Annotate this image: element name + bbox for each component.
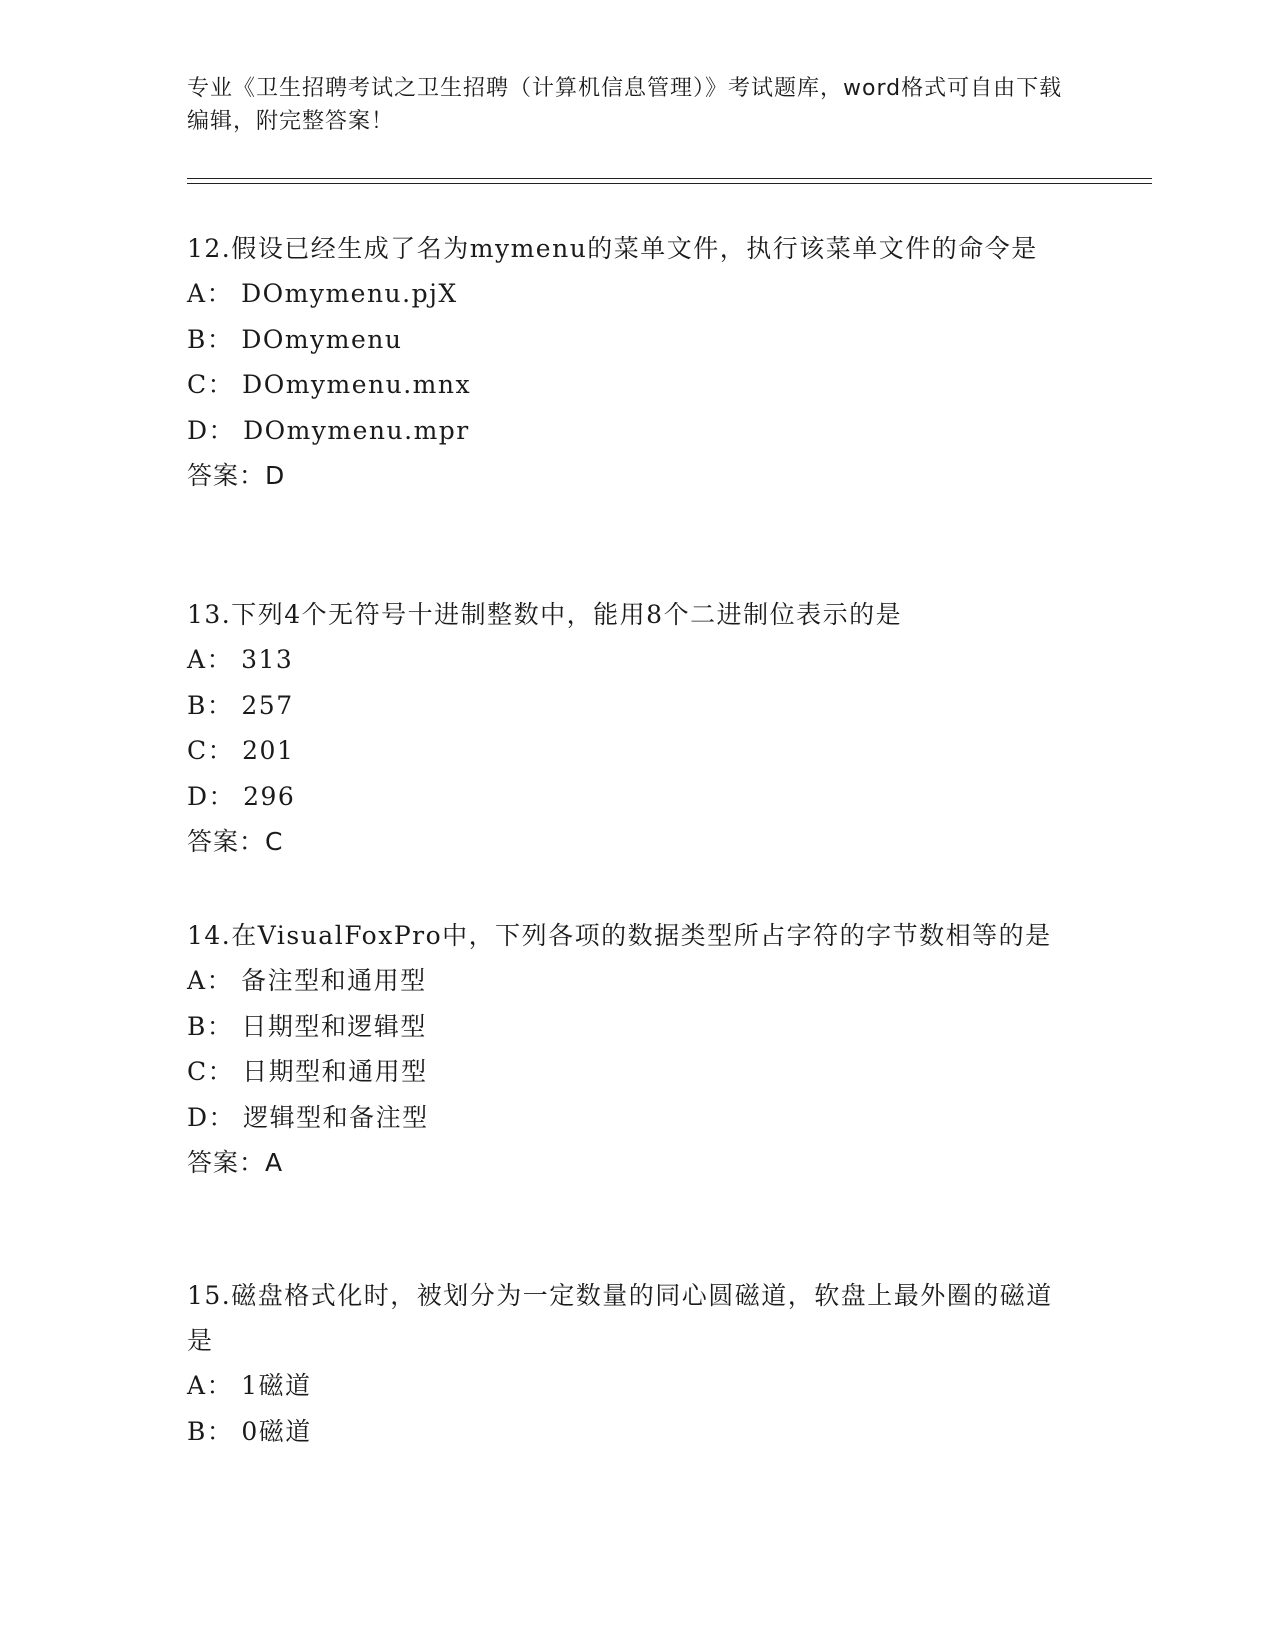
option-letter: A [187,1371,207,1400]
option-d [187,774,1067,820]
option-a [187,1363,1067,1409]
option-separator: ： [206,1011,234,1041]
option-text: 0磁道 [241,1416,312,1446]
question-stem: 14.在VisualFoxPro中，下列各项的数据类型所占字符的字节数相等的是 [187,921,1052,950]
option-text: DOmymenu.mnx [242,370,472,399]
option-text: 1磁道 [241,1371,312,1400]
option-text: 313 [241,645,294,674]
option-text: 201 [242,736,295,765]
answer: 答案：C [187,827,284,856]
option-separator: ： [207,370,235,399]
header-text: 专业《卫生招聘考试之卫生招聘（计算机信息管理）》考试题库，word格式可自由下载编辑，附完整答案！ [187,76,1063,134]
option-b [187,1409,1067,1455]
option-separator: ： [206,966,234,995]
question-13 [187,592,1067,865]
option-separator: ： [207,736,235,765]
option-text: 逻辑型和备注型 [243,1102,429,1132]
option-text: 257 [241,690,294,720]
option-text: 日期型和逻辑型 [241,1011,427,1041]
option-text: DOmymenu [241,324,403,354]
question-12 [187,226,1067,499]
option-letter: A [187,645,207,674]
option-d [187,1095,1067,1141]
option-separator: ： [206,324,234,354]
option-a [187,958,1067,1004]
answer: 答案：D [187,461,286,490]
option-text: 296 [243,781,296,811]
option-separator: ： [208,781,236,811]
option-letter: B [187,324,207,354]
option-letter: D [187,1102,209,1132]
option-letter: D [187,781,209,811]
option-text: 日期型和通用型 [242,1057,428,1086]
option-separator: ： [206,279,234,308]
option-b [187,683,1067,729]
option-c [187,1049,1067,1095]
question-14 [187,913,1067,1186]
option-letter: C [187,370,208,399]
option-b [187,317,1067,363]
option-letter: A [187,279,207,308]
question-stem: 12.假设已经生成了名为mymenu的菜单文件，执行该菜单文件的命令是 [187,234,1038,263]
option-text: 备注型和通用型 [241,966,427,995]
option-separator: ： [208,415,236,445]
option-separator: ： [208,1102,236,1132]
option-text: DOmymenu.mpr [243,415,470,445]
option-separator: ： [206,690,234,720]
option-letter: D [187,415,209,445]
option-separator: ： [207,1057,235,1086]
option-separator: ： [206,645,234,674]
option-c [187,362,1067,408]
option-c [187,728,1067,774]
option-text: DOmymenu.pjX [241,279,458,308]
option-letter: B [187,1011,207,1041]
option-letter: B [187,1416,207,1446]
option-letter: C [187,736,208,765]
header-divider-bottom [187,183,1152,184]
answer: 答案：A [187,1148,284,1177]
option-letter: A [187,966,207,995]
question-15 [187,1273,1067,1454]
option-separator: ： [206,1416,234,1446]
option-letter: C [187,1057,208,1086]
option-a [187,637,1067,683]
header-divider-top [187,178,1152,179]
document-header [187,72,1067,138]
option-a [187,271,1067,317]
option-d [187,408,1067,454]
option-separator: ： [206,1371,234,1400]
question-stem: 13.下列4个无符号十进制整数中，能用8个二进制位表示的是 [187,600,903,629]
option-letter: B [187,690,207,720]
option-b [187,1004,1067,1050]
question-stem: 15.磁盘格式化时，被划分为一定数量的同心圆磁道，软盘上最外圈的磁道是 [187,1281,1053,1355]
